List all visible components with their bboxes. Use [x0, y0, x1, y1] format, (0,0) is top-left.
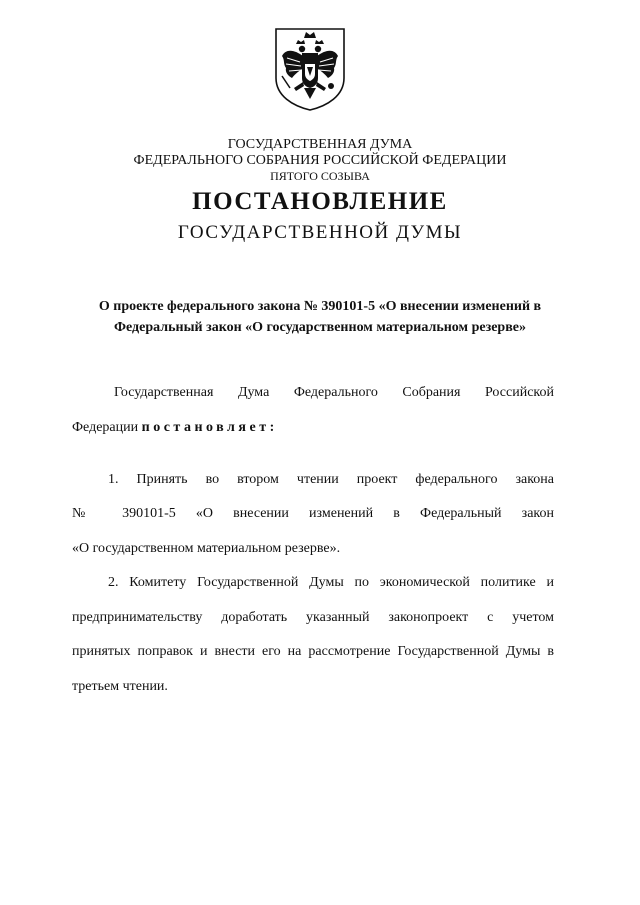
- preamble-line-1: Государственная Дума Федерального Собрания Российской: [114, 385, 554, 400]
- resolves-word: постановляет:: [141, 420, 278, 435]
- item-2-line-2: предпринимательству доработать указанный законопроект с учетом: [72, 610, 554, 625]
- emblem-crown-left: [296, 40, 305, 44]
- emblem-head-right: [315, 46, 321, 52]
- subject-line-1: О проекте федерального закона № 390101-5 «О внесении изменений в: [98, 299, 542, 314]
- item-1-line-3: «О государственном материальном резерве».: [72, 541, 341, 556]
- emblem-leg-right: [316, 82, 326, 91]
- emblem-wing-right: [316, 51, 338, 78]
- convocation-line: ПЯТОГО СОЗЫВА: [270, 169, 370, 183]
- document-type-title: ПОСТАНОВЛЕНИЕ: [192, 188, 448, 215]
- preamble-prefix: Федерации: [72, 420, 142, 435]
- emblem-head-left: [299, 46, 305, 52]
- emblem-wing-left: [282, 51, 304, 78]
- item-1-line-2: № 390101-5 «О внесении изменений в Федеральный закон: [72, 506, 554, 521]
- issuer-line-1: ГОСУДАРСТВЕННАЯ ДУМА: [227, 137, 413, 152]
- document-subject: [0, 296, 640, 338]
- russian-coat-of-arms-icon: [273, 26, 347, 112]
- issuer-line-2: ФЕДЕРАЛЬНОГО СОБРАНИЯ РОССИЙСКОЙ ФЕДЕРАЦИИ: [133, 153, 507, 168]
- preamble-line-2: [72, 420, 554, 436]
- document-type-subtitle: ГОСУДАРСТВЕННОЙ ДУМЫ: [177, 222, 463, 243]
- emblem-tail: [304, 88, 316, 99]
- item-2-line-1: 2. Комитету Государственной Думы по экономической политике и: [108, 575, 554, 590]
- emblem-leg-left: [294, 82, 304, 91]
- item-1-line-1: 1. Принять во втором чтении проект федерального закона: [108, 472, 554, 487]
- subject-line-2: Федеральный закон «О государственном материальном резерве»: [114, 320, 526, 335]
- emblem-crown-right: [315, 40, 324, 44]
- emblem-crown-center: [304, 32, 316, 38]
- item-2-line-4: третьем чтении.: [72, 679, 168, 694]
- item-2-line-3: принятых поправок и внести его на рассмотрение Государственной Думы в: [72, 644, 554, 659]
